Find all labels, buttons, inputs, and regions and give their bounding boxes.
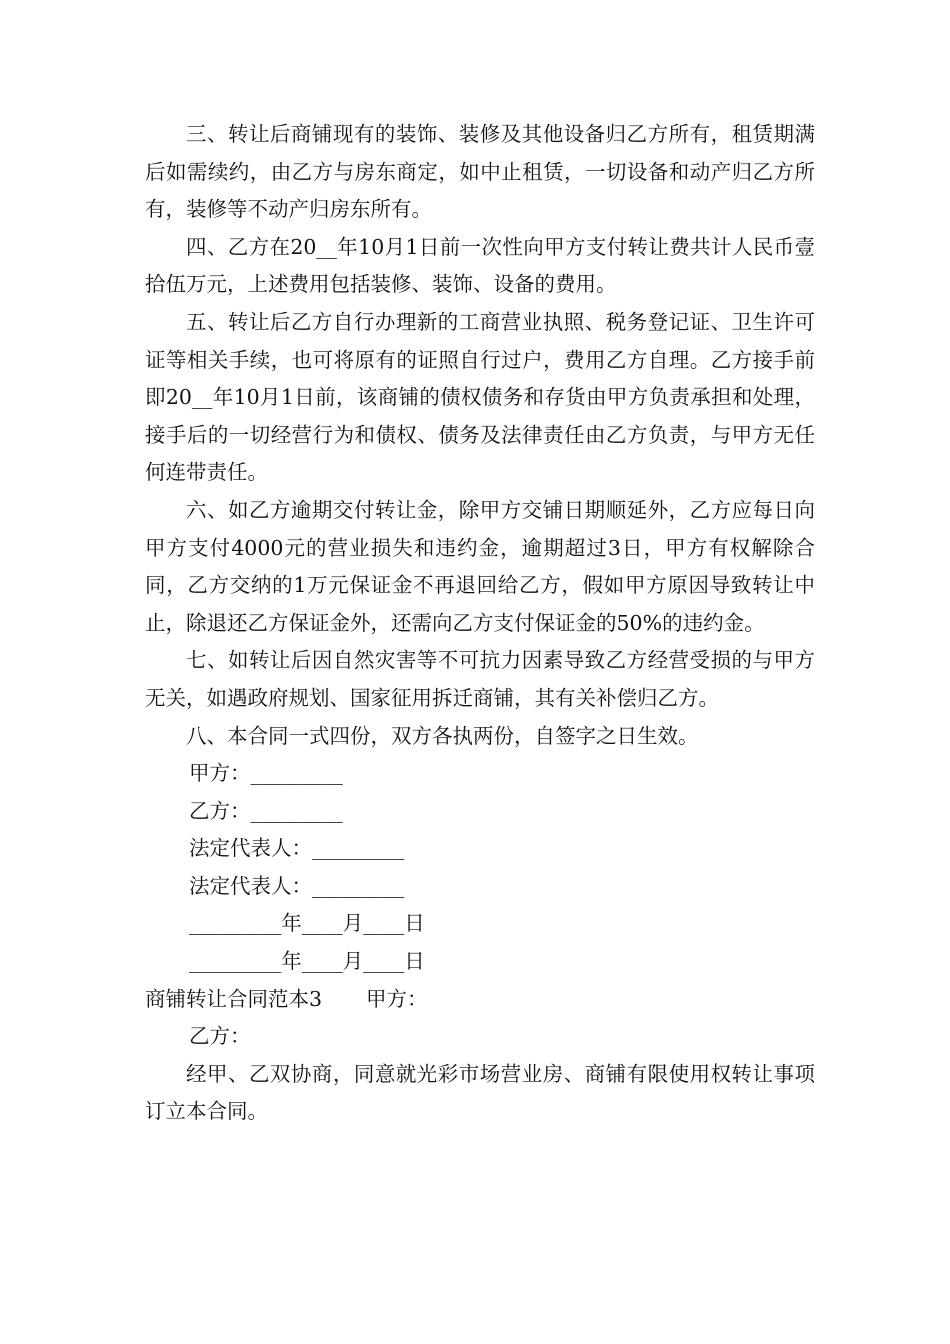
clause-6: 六、如乙方逾期交付转让金，除甲方交铺日期顺延外，乙方应每日向甲方支付4000元的营业损失和违约金，逾期超过3日，甲方有权解除合同，乙方交纳的1万元保证金不再退回给乙方，假如甲方原因导致转让中止，除退还乙方保证金外，还需向乙方支付保证金的50%的违约金。: [145, 497, 815, 635]
clause-8: 八、本合同一式四份，双方各执两份，自签字之日生效。: [186, 723, 699, 748]
signature-party-a: 甲方：_________: [189, 761, 343, 786]
clause-5: 五、转让后乙方自行办理新的工商营业执照、税务登记证、卫生许可证等相关手续，也可将原有的证照自行过户，费用乙方自理。乙方接手前即20__年10月1日前，该商铺的债权债务和存货由甲方负责承担和处理，接手后的一切经营行为和债权、债务及法律责任由乙方负责，与甲方无任何连带责任。: [145, 309, 815, 485]
next-section-heading: [145, 981, 815, 1019]
clause-7: 七、如转让后因自然灾害等不可抗力因素导致乙方经营受损的与甲方无关，如遇政府规划、国家征用拆迁商铺，其有关补偿归乙方。: [145, 648, 815, 710]
signature-date-a: _________年____月____日: [189, 911, 425, 936]
next-party-a: 甲方：: [366, 986, 428, 1011]
signature-party-b: 乙方：_________: [189, 798, 343, 823]
signature-date-b: _________年____月____日: [189, 949, 425, 974]
signature-legal-rep-a: 法定代表人：_________: [189, 836, 405, 861]
document-page: [145, 116, 815, 1131]
next-section-intro: 经甲、乙双协商，同意就光彩市场营业房、商铺有限使用权转让事项订立本合同。: [145, 1061, 815, 1124]
section-title: 商铺转让合同范本3: [145, 986, 323, 1011]
clause-4: 四、乙方在20__年10月1日前一次性向甲方支付转让费共计人民币壹拾伍万元，上述费用包括装修、装饰、设备的费用。: [145, 234, 815, 297]
signature-legal-rep-b: 法定代表人：_________: [189, 873, 405, 898]
clause-3: 三、转让后商铺现有的装饰、装修及其他设备归乙方所有，租赁期满后如需续约，由乙方与房东商定，如中止租赁，一切设备和动产归乙方所有，装修等不动产归房东所有。: [145, 122, 815, 222]
next-party-b: 乙方：: [189, 1024, 251, 1049]
